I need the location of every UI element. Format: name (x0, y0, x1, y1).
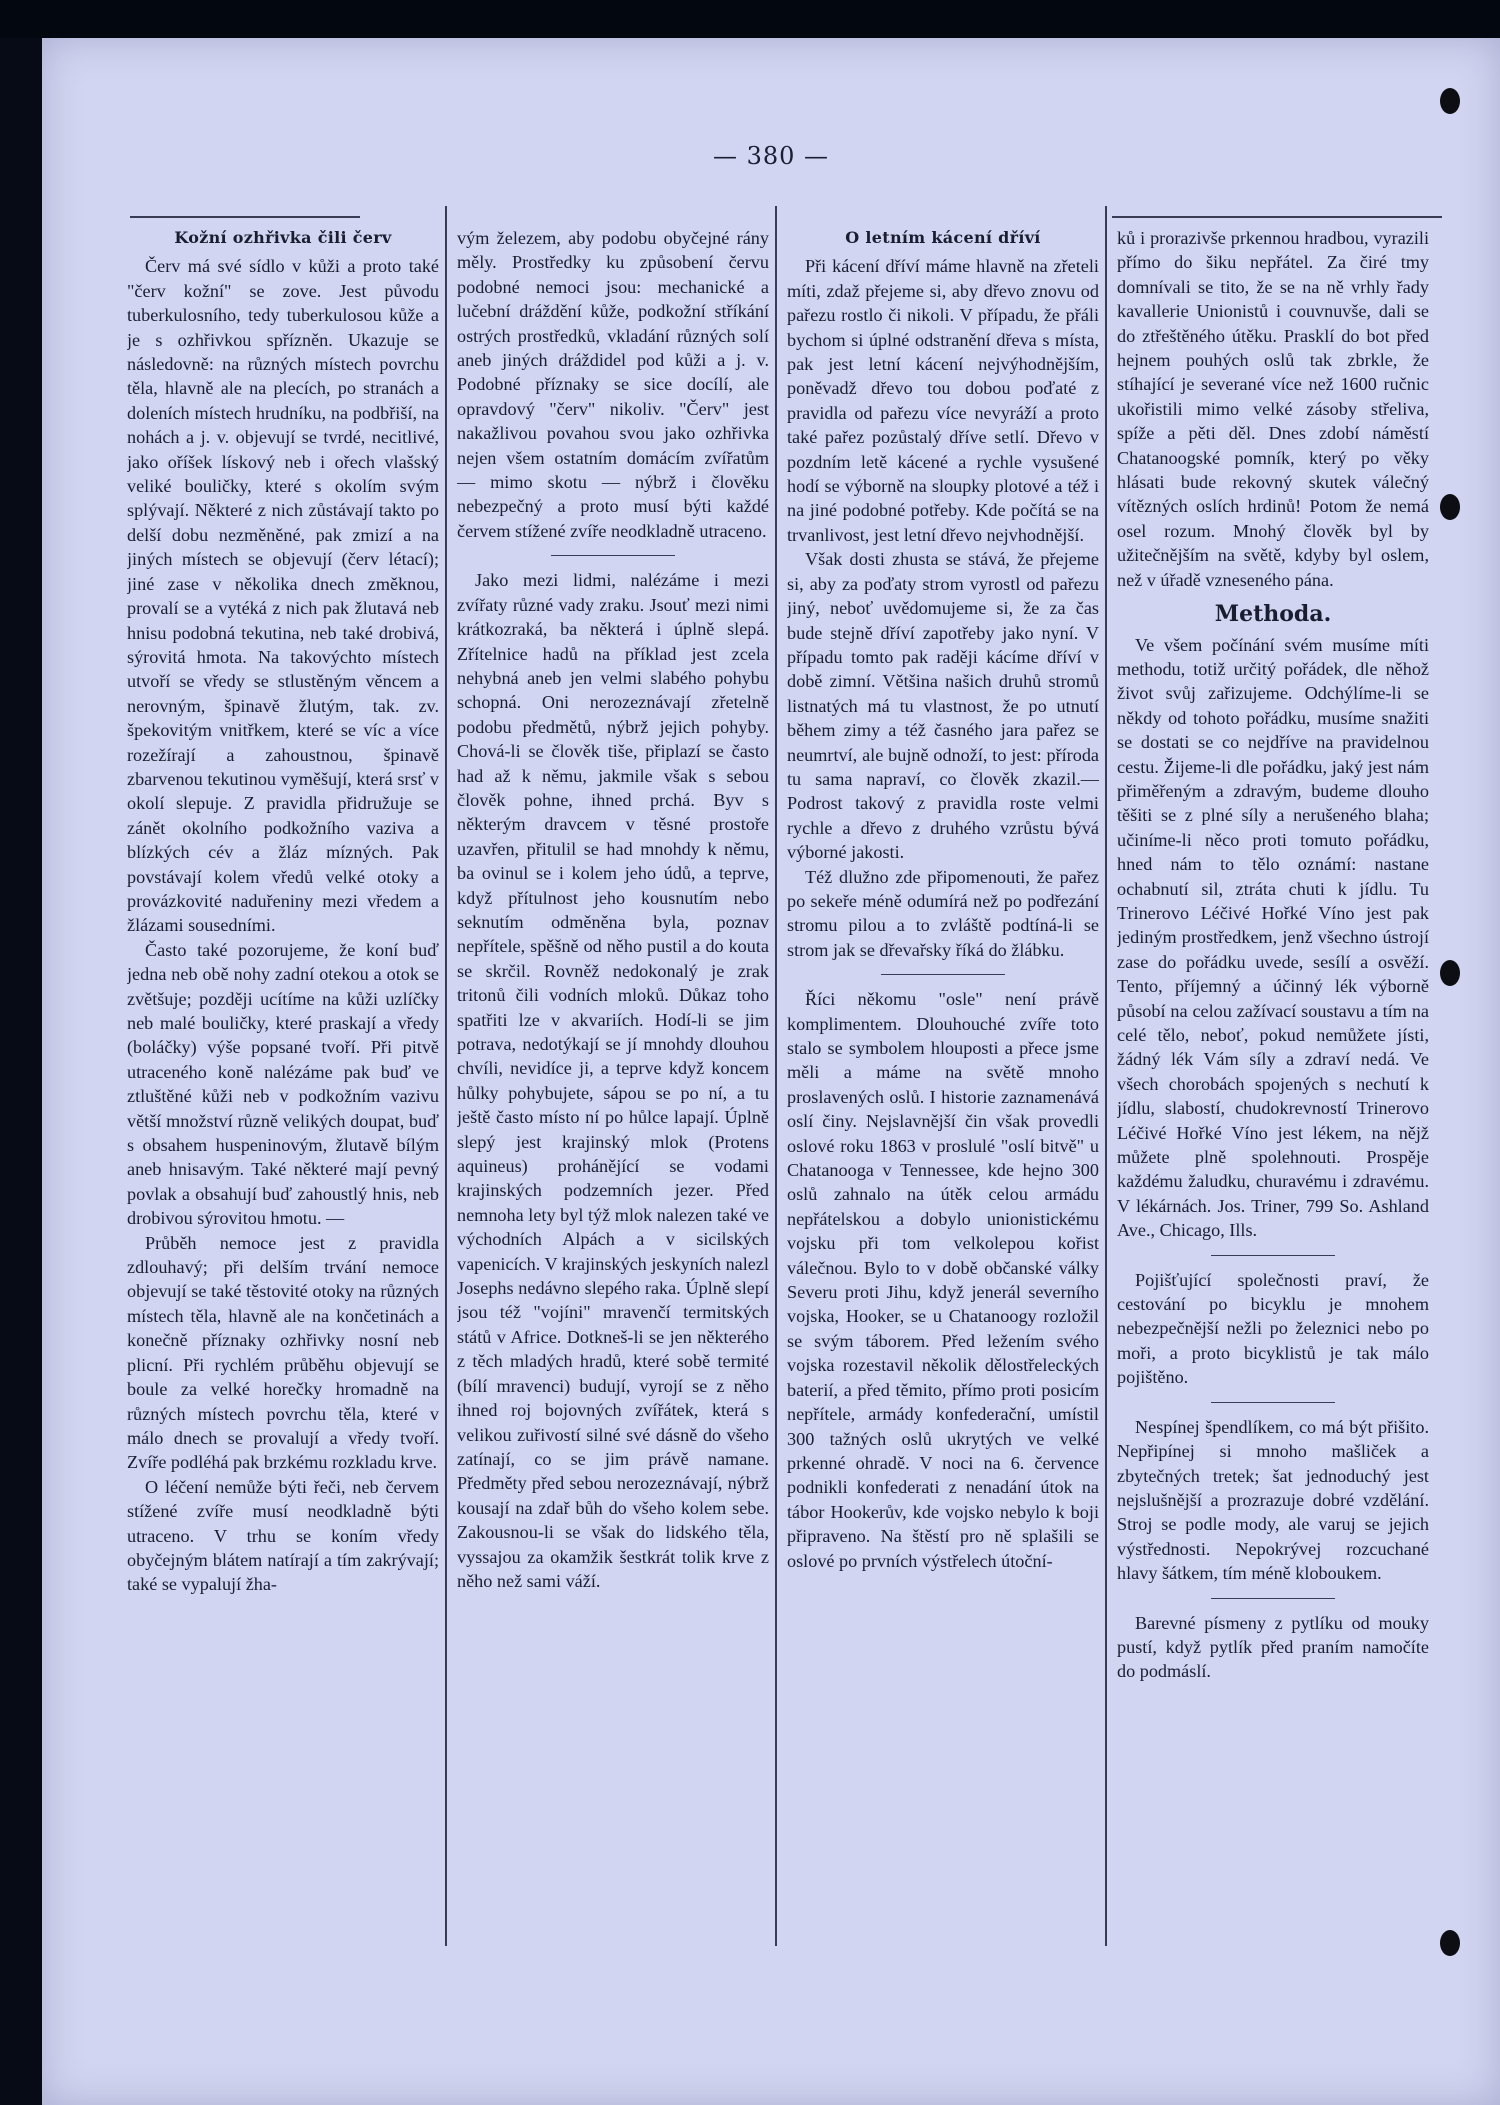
paragraph: vým železem, aby podobu obyčejné rány měly. Prostředky ku způsobení červu podobné nemoci jsou: mechanické a lučební dráždění kůže, podkožní stříkání ostrých prostředků, vkladání různých solí aneb jiných dráždidel pod kůži a j. v. Podobné příznaky se sice docílí, ale opravdový "červ" nikoliv. "Červ" jest nakažlivou povahou svou jako ozhřivka nejen všem ostatním domácím zvířatům — mimo skotu — nýbrž i člověku nebezpečný a proto musí býti každé červem stížené zvíře neodkladně utraceno. (457, 228, 769, 541)
paragraph: Nespínej špendlíkem, co má být přišito. Nepřipínej si mnoho mašliček a zbytečných tretek; šat jednoduchý jest nejslušnější a prozrazuje dobré vzdělání. Stroj se podle mody, ale varuj se jejich výstřednosti. Nepokrývej rozcuchané hlavy šátkem, tím méně kloboukem. (1117, 1416, 1429, 1584)
paragraph: Často také pozorujeme, že koní buď jedna neb obě nohy zadní otekou a otok se zvětšuje; později ucítíme na kůži uzlíčky neb malé bouličky, které praskají a vředy (boláčky) výše popsané tvoří. Při pitvě utraceného koně nalézáme pak buď ve ztluštěné kůži neb v podkožním vazivu větší množství různě velikých doupat, buď s obsahem huspeninovým, žlutavě bílým aneb hnisavým. Také některé mají pevný povlak a obsahují buď zahoustlý hnis, neb drobivou sýrovitou hmotu. — (127, 939, 439, 1229)
column-1 (127, 226, 439, 1946)
binder-hole (1440, 494, 1460, 520)
article-separator (881, 974, 1006, 975)
paragraph: Však dosti zhusta se stává, že přejeme si, aby za poďaty strom vyrostl od pařezu jiný, neboť uvědomujeme si, že za čas bude stejně dříví zapotřeby jako nyní. V případu tomto pak raději kácíme dříví v době zimní. Většina našich druhů stromů listnatých má tu vlastnost, že po utnutí během zimy a též časného jara pařez se neumrtví, ale bujně odnoží, to jest: příroda tu sama napraví, co člověk zkazil.— Podrost takový z pravidla roste velmi rychle a dřevo z druhého vzrůstu bývá výborné jakosti. (787, 549, 1099, 863)
paragraph: Barevné písmeny z pytlíku od mouky pustí, když pytlík před praním namočíte do podmáslí. (1117, 1612, 1429, 1682)
header-rule-right (1112, 216, 1442, 218)
column-2 (457, 226, 769, 1946)
paragraph: Jako mezi lidmi, nalézáme i mezi zvířaty různé vady zraku. Jsouť mezi nimi krátkozraká, ba některá i úplně slepá. Zřítelnice hadů na příklad jest zcela nehybná aneb jen velmi slabého pohybu schopná. Oni nerozeznávají zřetelně podobu předmětů, nýbrž jejich pohyby. Chová-li se člověk tiše, připlazí se často had až k němu, jakmile však s sebou člověk pohne, ihned prchá. Byv s některým dravcem v těsné prostoře uzavřen, přitulil se had mnohdy k němu, ba ovinul se i kolem jeho údů, a teprve, když přítulnost jeho kousnutím nebo seknutím odměněna byla, poznav nepřítele, spěšně od něho pustil a do kouta se skrčil. Rovněž nedokonalý je zrak tritonů čili vodních mloků. Důkaz toho spatřiti lze v akvariích. Hodí-li se jim potrava, nedotýkají se jí mnohdy dlouhou chvíli, nevidíce ji, a teprve když koncem hůlky pohybujete, sápou se po ní, a tu ještě často místo ní po hůlce lapají. Úplně slepý jest krajinský mlok (Protens aquineus) prohánějící se vodami krajinských podzemních jezer. Před nemnoha lety byl týž mlok nalezen také ve východních Alpách a v sicilských vapenicích. V krajinských jeskyních nalezl Josephs nedávno slepého raka. Úplně slepí jsou též "vojíni" mravenčí termitských států v Africe. Dotkneš-li se jen některého z těch mladých hradů, které sobě termité (bílí mravenci) budují, vyrojí se z něho ihned roj bojovných zvířátek, která s velikou zuřivostí silné své dásně do všeho zatínají, co se jim právě namane. Předměty před sebou nerozeznávají, nýbrž kousají na zdař bůh do všeho kolem sebe. Zakousnou-li se však do lidského těla, vyssajou za okamžik šestkrát tolik krve z něho než sami váží. (457, 570, 769, 1591)
column-rule-3 (1105, 206, 1107, 1946)
article-title-kaceni: O letním kácení dříví (845, 228, 1041, 247)
paragraph: Říci někomu "osle" není právě komplimentem. Dlouhouché zvíře toto stalo se symbolem hlouposti a přece jsme měli a máme na světě mnoho proslavených oslů. I historie zaznamenává oslí činy. Nejslavnější čin však provedli oslové roku 1863 v proslulé "oslí bitvě" u Chatanooga v Tennessee, kde hejno 300 oslů zahnalo na útěk celou armádu nepřátelskou a dobylo unionistickému vojsku při tom velkolepou kořist válečnou. Bylo to v době občanské války Severu proti Jihu, když jenerál severního vojska, Hooker, se u Chatanoogy rozložil se svým táborem. Před ležením svého vojska rozestavil několik dělostřeleckých baterií, a před těmito, přímo proti posicím nepřítele, armády konfederační, umístil 300 tažných oslů ukrytých ve velké prkenné ohradě. V noci na 6. července podnikli konfederati z nenadání útok na tábor Hookerův, kde vojsko nebylo k boji připraveno. Na štěstí pro ně splašili se oslové po prvních výstřelech útoční- (787, 989, 1099, 1571)
scan-top-border (0, 0, 1500, 38)
column-3 (787, 226, 1099, 1946)
binder-hole (1440, 1930, 1460, 1956)
article-title-methoda: Methoda. (1214, 601, 1332, 628)
paragraph: O léčení nemůže býti řeči, neb červem stížené zvíře musí neodkladně býti utraceno. V trhu se koním vředy obyčejným blátem natírají a tím zakrývají; také se vypalují žha- (127, 1476, 439, 1595)
paragraph: Též dlužno zde připomenouti, že pařez po sekeře méně odumírá než po podřezání stromu pilou a to zvláště podtíná-li se strom jak se dřevařsky říká do žlábku. (787, 866, 1099, 960)
paragraph: Při kácení dříví máme hlavně na zřeteli míti, zdaž přejeme si, aby dřevo znovu od pařezu rostlo či nikoli. V případu, že přáli bychom si úplné odstranění dřeva s místa, pak jest letní kácení nejvýhodnějším, poněvadž dřevo tou dobou poďaté z pravidla od pařezu více nevyráží a proto také pařez pozůstalý dříve setlí. Dřevo v pozdním letě kácené a rychle vysušené hodí se výborně na sloupky plotové a též i na jiné podobné potřeby. Kde počítá se na trvanlivost, jest letní dřevo nejvhodnější. (787, 256, 1099, 545)
article-separator (1211, 1598, 1336, 1599)
page-number: — 380 — (712, 142, 830, 170)
paragraph: ků i prorazivše prkennou hradbou, vyrazili přímo do šiku nepřátel. Za čiré tmy domnívali se tito, že se na ně vrhly řady kavallerie Unionistů i couvnuvše, dali se do ztřeštěného útěku. Prasklí do bot před hejnem pouhých oslů tak zbrkle, že stíhající je severané více než 1600 ručnic ukořistili mimo velké zásoby střeliva, spíže a pěti děl. Dnes zdobí náměstí Chatanoogské pomník, který po věky hlásati bude rekovný skutek válečný vítězných oslích hrdinů! Potom že nemá osel rozum. Mnohý člověk byl by užitečnějším na světě, kdyby byl oslem, než v úřadě vzneseného pána. (1117, 228, 1429, 590)
paragraph: Pojišťující společnosti praví, že cestování po bicyklu je mnohem nebezpečnější nežli po železnici nebo po moři, a proto bicyklistů je tak málo pojištěno. (1117, 1269, 1429, 1388)
binder-hole (1440, 960, 1460, 986)
column-4 (1117, 226, 1429, 1946)
article-separator (551, 555, 676, 556)
article-separator (1211, 1402, 1336, 1403)
column-rule-1 (445, 206, 447, 1946)
column-rule-2 (775, 206, 777, 1946)
article-title-cerv: Kožní ozhřivka čili červ (174, 228, 392, 247)
newspaper-page (42, 38, 1500, 2105)
paragraph: Červ má své sídlo v kůži a proto také "červ kožní" se zove. Jest původu tuberkulosního, tedy tuberkulosou kůže a je s ozhřivkou spřízněn. Ukazuje se následovně: na různých místech povrchu těla, hlavně ale na plecích, po stranách a doleních místech hrudníku, na podbřiší, na nohách a j. v. objevují se tvrdé, necitlivé, jako oříšek lískový neb i ořech vlašský veliké bouličky, které s okolím svým splývají. Některé z nich zůstávají takto po delší dobu nezměněné, pak zmizí a na jiných místech se objevují (červ létací); jiné zase v několika dnech změknou, provalí se a vytéká z nich pak žlutavá neb hnisu podobná tekutina, neb také drobivá, sýrovitá hmota. Na takovýchto místech utvoří se vředy se stlustěným věncem a nerovným, špinavě žlutým, tak. zv. špekovitým vnitřkem, které se víc a více rozežírají a zahoustnou, špinavě zbarvenou tekutinou vyměšují, která srsť v okolí slepuje. Z pravidla přidružuje se zánět okolního podkožního vaziva a blízkých cév a žláz mízných. Pak povstávají kolem vředů velké otoky a provázkovité naduřeniny mezi vředem a žlázami sousedními. (127, 256, 439, 936)
header-rule-left (130, 216, 360, 218)
article-separator (1211, 1255, 1336, 1256)
binder-hole (1440, 88, 1460, 114)
paragraph: Ve všem počínání svém musíme míti methodu, totiž určitý pořádek, dle něhož život svůj zařizujeme. Odchýlíme-li se někdy od tohoto pořádku, musíme snažiti se dostati se co nejdříve na pravidelnou cestu. Žijeme-li dle pořádku, jaký jest nám přiměřeným a zdravým, budeme dlouho těšiti se z plné síly a nerušeného blaha; učiníme-li něco proti tomuto pořádku, hned nám to tělo oznámí: nastane ochabnutí sil, ztráta chuti k jídlu. Tu Trinerovo Léčivé Hořké Víno jest pak jediným prostředkem, jenž všechno ústrojí zase do pořádku uvede, sesílí a osvěží. Tento, příjemný a účinný lék výborně působí na celou zažívací soustavu a tím na celé tělo, neboť, pokud nemůžete jísti, žádný lék Vám síly a zdraví nedá. Ve všech chorobách spojených s nechutí k jídlu, slabostí, chudokrevností Trinerovo Léčivé Hořké Víno jest lékem, na nějž můžete plně spolehnouti. Prospěje každému žaludku, churavému i zdravému. V lékárnách. Jos. Triner, 799 So. Ashland Ave., Chicago, Ills. (1117, 634, 1429, 1241)
paragraph: Průběh nemoce jest z pravidla zdlouhavý; při delším trvání nemoce objevují se také těstovité otoky na různých místech těla, hlavně ale na končetinách a konečně příznaky ozhřivky nosní neb plicní. Při rychlém průběhu objevují se boule za velké horečky hromadně na různých místech povrchu těla, které v málo dnech se provalují a vředy tvoří. Zvíře podléhá pak brzkému rozkladu krve. (127, 1232, 439, 1473)
